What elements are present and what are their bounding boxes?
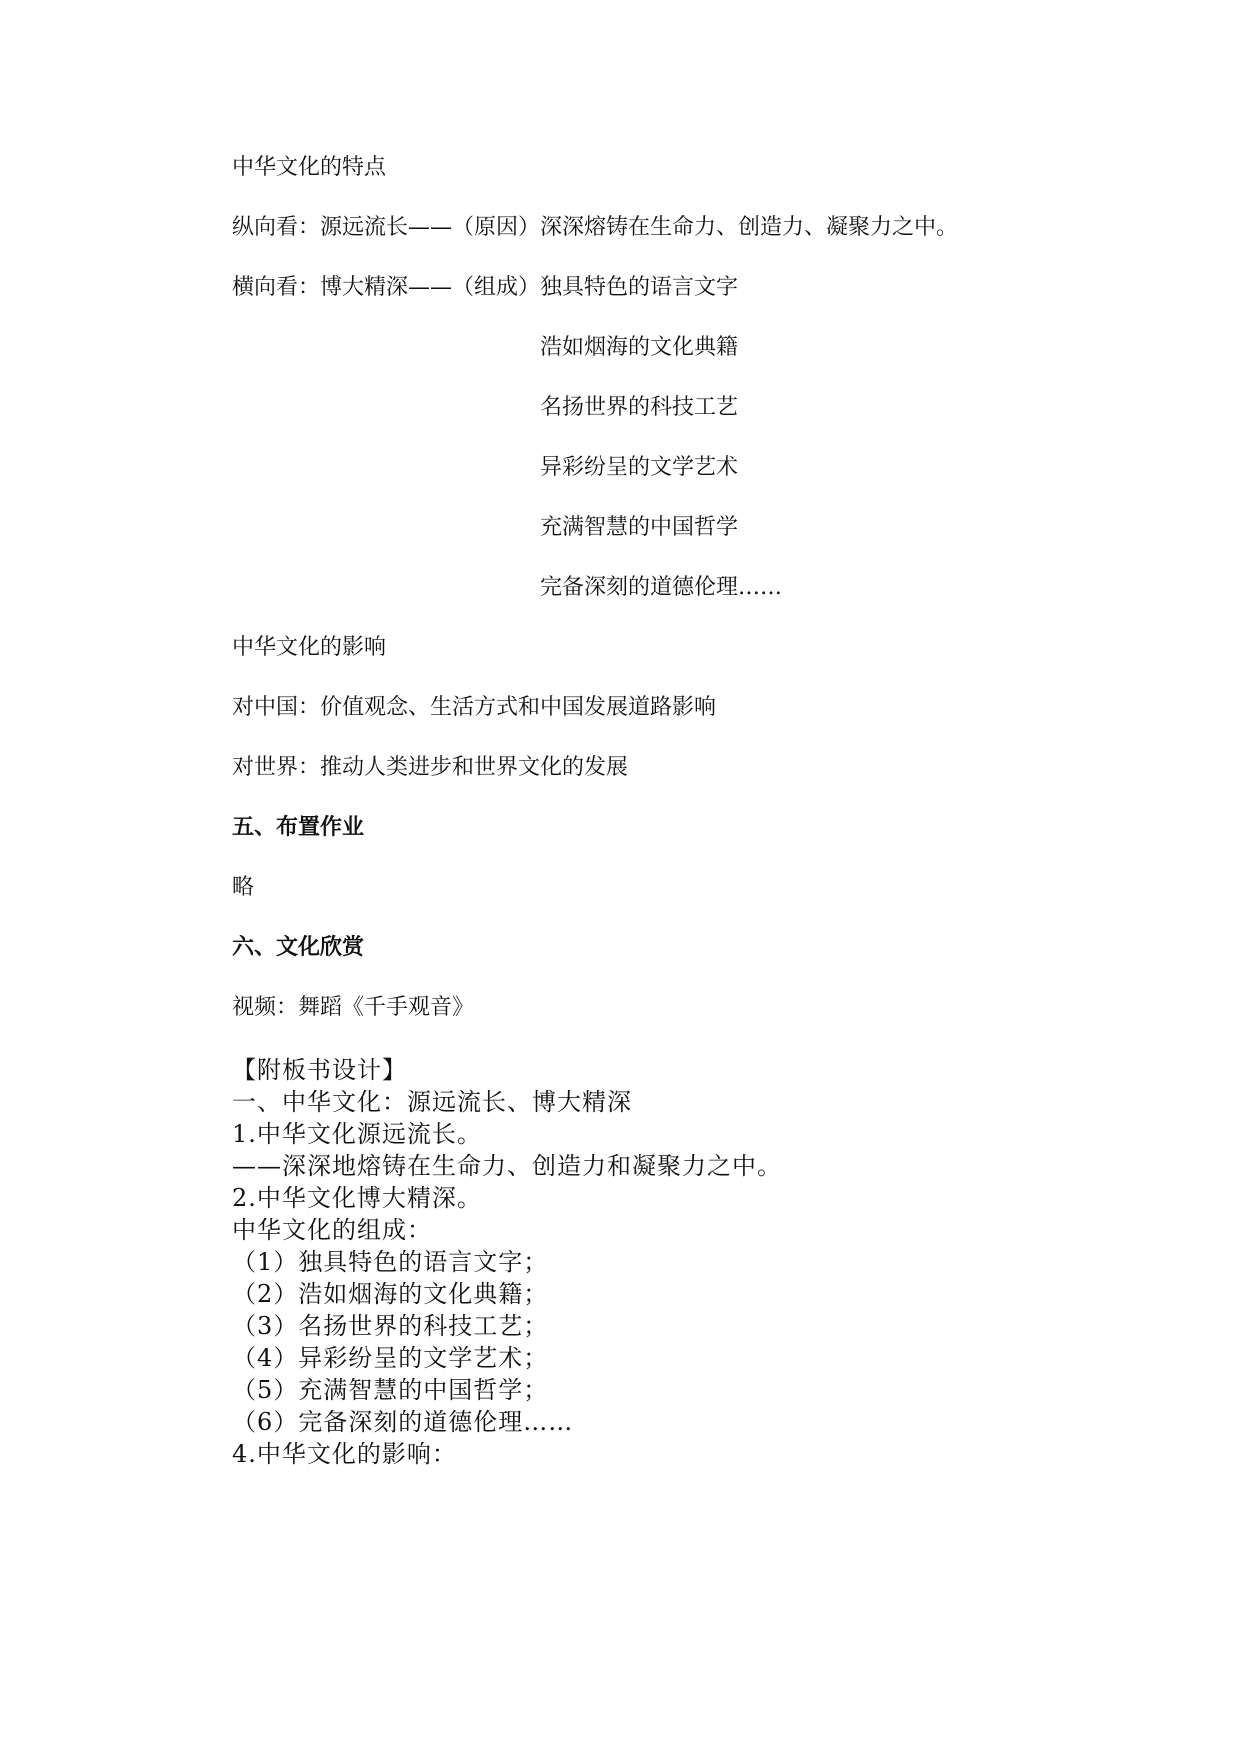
board-design-line: 2.中华文化博大精深。 (232, 1184, 482, 1212)
board-design-line: （1）独具特色的语言文字； (232, 1248, 549, 1276)
homework-content: 略 (232, 875, 255, 900)
homework-heading: 五、布置作业 (232, 815, 365, 840)
board-design-line: ——深深地熔铸在生命力、创造力和凝聚力之中。 (232, 1152, 782, 1180)
influence-title: 中华文化的影响 (232, 635, 387, 660)
board-design-line: （3）名扬世界的科技工艺； (232, 1312, 549, 1340)
appreciation-content: 视频：舞蹈《千手观音》 (232, 995, 475, 1020)
board-design-line: （2）浩如烟海的文化典籍； (232, 1280, 549, 1308)
features-component: 充满智慧的中国哲学 (540, 515, 739, 540)
board-design-line: （6）完备深刻的道德伦理…… (232, 1408, 574, 1436)
features-title: 中华文化的特点 (232, 155, 387, 180)
board-design-line: 1.中华文化源远流长。 (232, 1120, 482, 1148)
board-design-line: （4）异彩纷呈的文学艺术； (232, 1344, 549, 1372)
board-design-line: 中华文化的组成： (232, 1216, 432, 1244)
appreciation-heading: 六、文化欣赏 (232, 935, 365, 960)
board-design-line: 一、中华文化：源远流长、博大精深 (232, 1088, 632, 1116)
features-component: 名扬世界的科技工艺 (540, 395, 739, 420)
features-component: 完备深刻的道德伦理…… (540, 575, 783, 600)
influence-china: 对中国：价值观念、生活方式和中国发展道路影响 (232, 695, 717, 720)
features-component: 浩如烟海的文化典籍 (540, 335, 739, 360)
features-component: 异彩纷呈的文学艺术 (540, 455, 739, 480)
influence-world: 对世界：推动人类进步和世界文化的发展 (232, 755, 629, 780)
board-design-title: 【附板书设计】 (232, 1056, 407, 1084)
features-horizontal: 横向看：博大精深——（组成）独具特色的语言文字 (232, 275, 739, 300)
features-vertical: 纵向看：源远流长——（原因）深深熔铸在生命力、创造力、凝聚力之中。 (232, 215, 959, 240)
board-design-line: 4.中华文化的影响： (232, 1440, 457, 1468)
board-design-line: （5）充满智慧的中国哲学； (232, 1376, 549, 1404)
